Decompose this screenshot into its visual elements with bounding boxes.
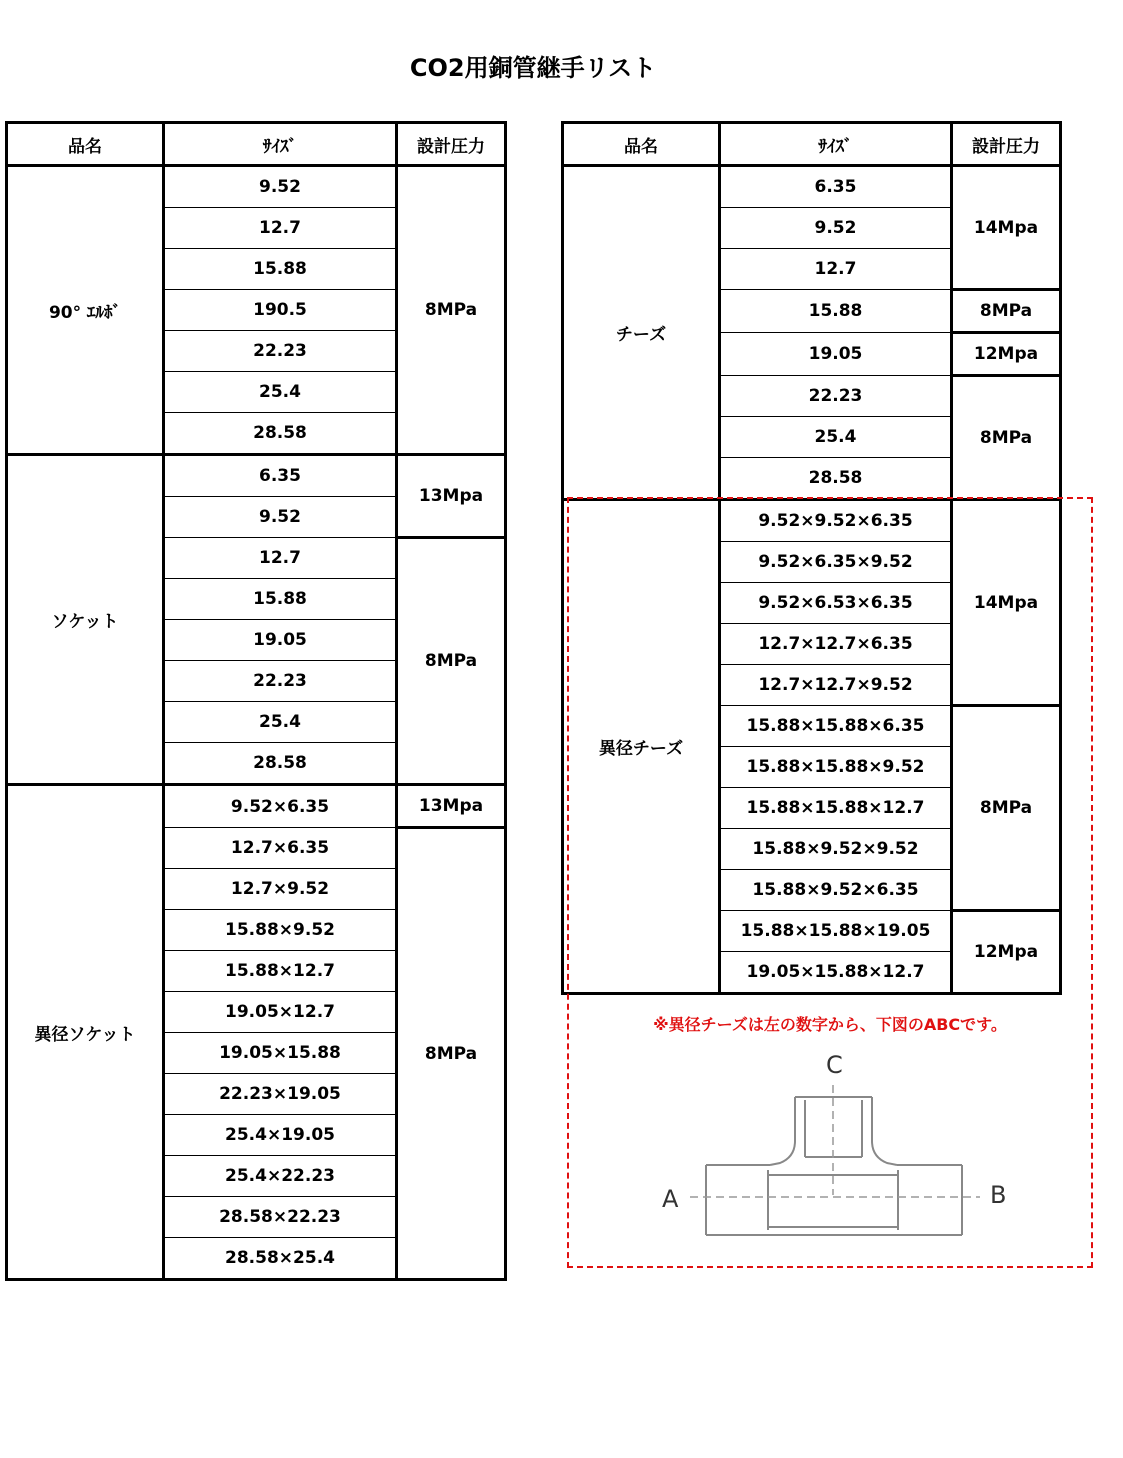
size-cell: 12.7×6.35 — [164, 828, 397, 869]
pressure-cell: 8MPa — [952, 706, 1061, 911]
size-cell: 28.58×22.23 — [164, 1197, 397, 1238]
size-cell: 22.23×19.05 — [164, 1074, 397, 1115]
size-cell: 15.88×12.7 — [164, 951, 397, 992]
diagram-label-c: C — [826, 1051, 843, 1079]
size-cell: 15.88×15.88×9.52 — [720, 747, 952, 788]
pressure-cell: 13Mpa — [397, 785, 506, 828]
table-row — [563, 166, 1061, 208]
size-cell: 19.05 — [720, 333, 952, 376]
table-header-row — [563, 123, 1061, 166]
size-cell: 15.88×15.88×12.7 — [720, 788, 952, 829]
size-cell: 15.88 — [164, 249, 397, 290]
header-pressure: 設計圧力 — [952, 123, 1061, 166]
reducing-tee-note: ※異径チーズは左の数字から、下図のABCです。 — [653, 1015, 1007, 1034]
size-cell: 22.23 — [164, 331, 397, 372]
size-cell: 15.88 — [720, 290, 952, 333]
size-cell: 19.05×15.88 — [164, 1033, 397, 1074]
pressure-cell: 8MPa — [397, 538, 506, 785]
table-header-row — [7, 123, 506, 166]
size-cell: 9.52 — [164, 497, 397, 538]
pressure-cell: 13Mpa — [397, 455, 506, 538]
pressure-cell: 8MPa — [952, 290, 1061, 333]
size-cell: 12.7×9.52 — [164, 869, 397, 910]
pressure-cell: 12Mpa — [952, 333, 1061, 376]
size-cell: 28.58 — [164, 743, 397, 785]
size-cell: 28.58 — [164, 413, 397, 455]
diagram-label-b: B — [990, 1181, 1007, 1209]
size-cell: 25.4 — [164, 702, 397, 743]
size-cell: 19.05×12.7 — [164, 992, 397, 1033]
size-cell: 9.52×6.35×9.52 — [720, 542, 952, 583]
tee-fitting-diagram — [640, 1045, 1007, 1245]
pressure-cell: 12Mpa — [952, 911, 1061, 994]
size-cell: 25.4 — [164, 372, 397, 413]
pressure-cell: 14Mpa — [952, 500, 1061, 706]
size-cell: 12.7×12.7×6.35 — [720, 624, 952, 665]
size-cell: 9.52 — [720, 208, 952, 249]
tee-branch-right-edge — [872, 1097, 897, 1165]
page-title: CO2用銅管継手リスト — [409, 54, 657, 82]
size-cell: 15.88 — [164, 579, 397, 620]
size-cell: 22.23 — [164, 661, 397, 702]
pressure-cell: 8MPa — [397, 166, 506, 455]
size-cell: 12.7×12.7×9.52 — [720, 665, 952, 706]
size-cell: 12.7 — [720, 249, 952, 290]
fitting-name: チーズ — [563, 166, 720, 500]
size-cell: 28.58 — [720, 458, 952, 500]
size-cell: 9.52×9.52×6.35 — [720, 500, 952, 542]
size-cell: 28.58×25.4 — [164, 1238, 397, 1280]
size-cell: 15.88×15.88×6.35 — [720, 706, 952, 747]
table-row — [7, 785, 506, 828]
table-row — [7, 455, 506, 497]
header-size: ｻｲｽﾞ — [720, 123, 952, 166]
header-pressure: 設計圧力 — [397, 123, 506, 166]
size-cell: 25.4×19.05 — [164, 1115, 397, 1156]
size-cell: 12.7 — [164, 208, 397, 249]
size-cell: 15.88×9.52×9.52 — [720, 829, 952, 870]
fittings-table-left — [5, 121, 507, 1281]
size-cell: 9.52×6.53×6.35 — [720, 583, 952, 624]
size-cell: 9.52 — [164, 166, 397, 208]
fitting-name: 90° ｴﾙﾎﾞ — [7, 166, 164, 455]
size-cell: 25.4×22.23 — [164, 1156, 397, 1197]
fitting-name: 異径チーズ — [563, 500, 720, 994]
size-cell: 15.88×15.88×19.05 — [720, 911, 952, 952]
size-cell: 190.5 — [164, 290, 397, 331]
diagram-label-a: A — [662, 1185, 679, 1213]
size-cell: 6.35 — [164, 455, 397, 497]
pressure-cell: 14Mpa — [952, 166, 1061, 290]
size-cell: 12.7 — [164, 538, 397, 579]
pressure-cell: 8MPa — [952, 376, 1061, 500]
header-name: 品名 — [563, 123, 720, 166]
size-cell: 9.52×6.35 — [164, 785, 397, 828]
size-cell: 6.35 — [720, 166, 952, 208]
size-cell: 22.23 — [720, 376, 952, 417]
table-row — [7, 166, 506, 208]
size-cell: 19.05×15.88×12.7 — [720, 952, 952, 994]
fitting-name: ソケット — [7, 455, 164, 785]
fitting-name: 異径ソケット — [7, 785, 164, 1280]
header-name: 品名 — [7, 123, 164, 166]
pressure-cell: 8MPa — [397, 828, 506, 1280]
header-size: ｻｲｽﾞ — [164, 123, 397, 166]
size-cell: 15.88×9.52 — [164, 910, 397, 951]
size-cell: 25.4 — [720, 417, 952, 458]
size-cell: 19.05 — [164, 620, 397, 661]
size-cell: 15.88×9.52×6.35 — [720, 870, 952, 911]
tee-branch-left-edge — [770, 1097, 795, 1165]
